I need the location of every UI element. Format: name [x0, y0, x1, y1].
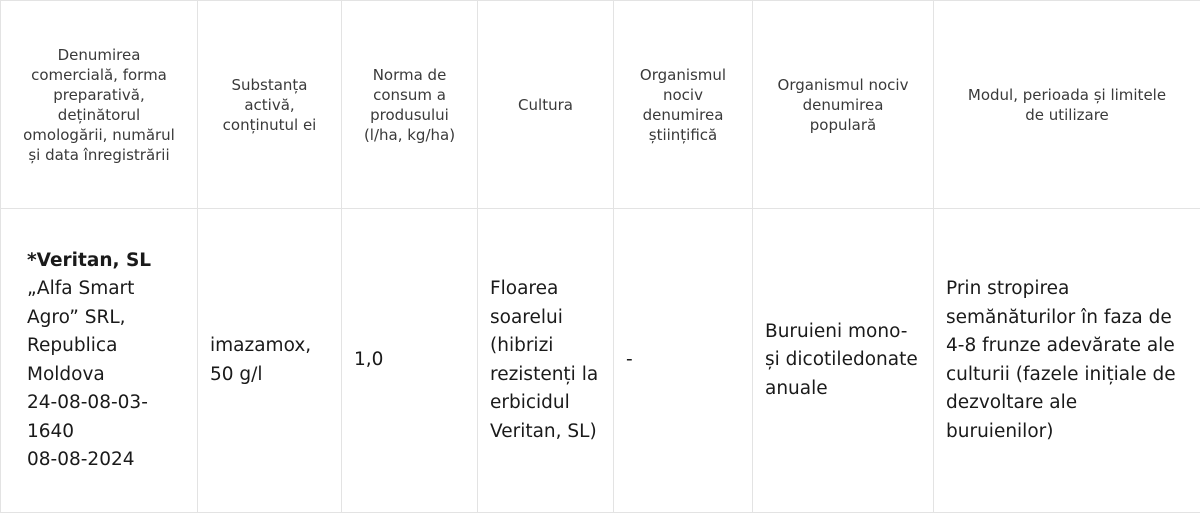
product-detail-line: Republica — [27, 332, 191, 361]
table-row — [1, 209, 1200, 513]
cell-pest-popular: Buruieni mono- și dicotiledonate anuale — [753, 209, 934, 513]
header-commercial-name: Denumirea comercială, forma preparativă, deținătorul omologării, numărul și data înregistrării — [1, 1, 198, 209]
header-usage: Modul, perioada și limitele de utilizare — [934, 1, 1200, 209]
cell-culture: Floarea soarelui (hibrizi rezistenți la erbicidul Veritan, SL) — [478, 209, 614, 513]
header-culture: Cultura — [478, 1, 614, 209]
product-detail-line: Agro” SRL, — [27, 304, 191, 333]
cell-commercial-name — [1, 209, 198, 513]
cell-active-substance: imazamox, 50 g/l — [198, 209, 342, 513]
header-pest-popular: Organismul nociv denumirea populară — [753, 1, 934, 209]
product-detail-line: 1640 — [27, 418, 191, 447]
header-active-substance: Substanța activă, conținutul ei — [198, 1, 342, 209]
cell-usage: Prin stropirea semănăturilor în faza de 4-8 frunze adevărate ale culturii (fazele inițiale de dezvoltare ale buruienilor) — [934, 209, 1200, 513]
cell-pest-scientific: - — [614, 209, 753, 513]
product-name: *Veritan, SL — [27, 247, 191, 276]
cell-consumption-rate: 1,0 — [342, 209, 478, 513]
table-header-row — [1, 1, 1200, 209]
product-detail-line: „Alfa Smart — [27, 275, 191, 304]
product-detail-line: 08-08-2024 — [27, 446, 191, 475]
header-consumption-rate: Norma de consum a produsului (l/ha, kg/ha) — [342, 1, 478, 209]
product-detail-line: 24-08-08-03- — [27, 389, 191, 418]
product-detail-line: Moldova — [27, 361, 191, 390]
header-pest-scientific: Organismul nociv denumirea științifică — [614, 1, 753, 209]
